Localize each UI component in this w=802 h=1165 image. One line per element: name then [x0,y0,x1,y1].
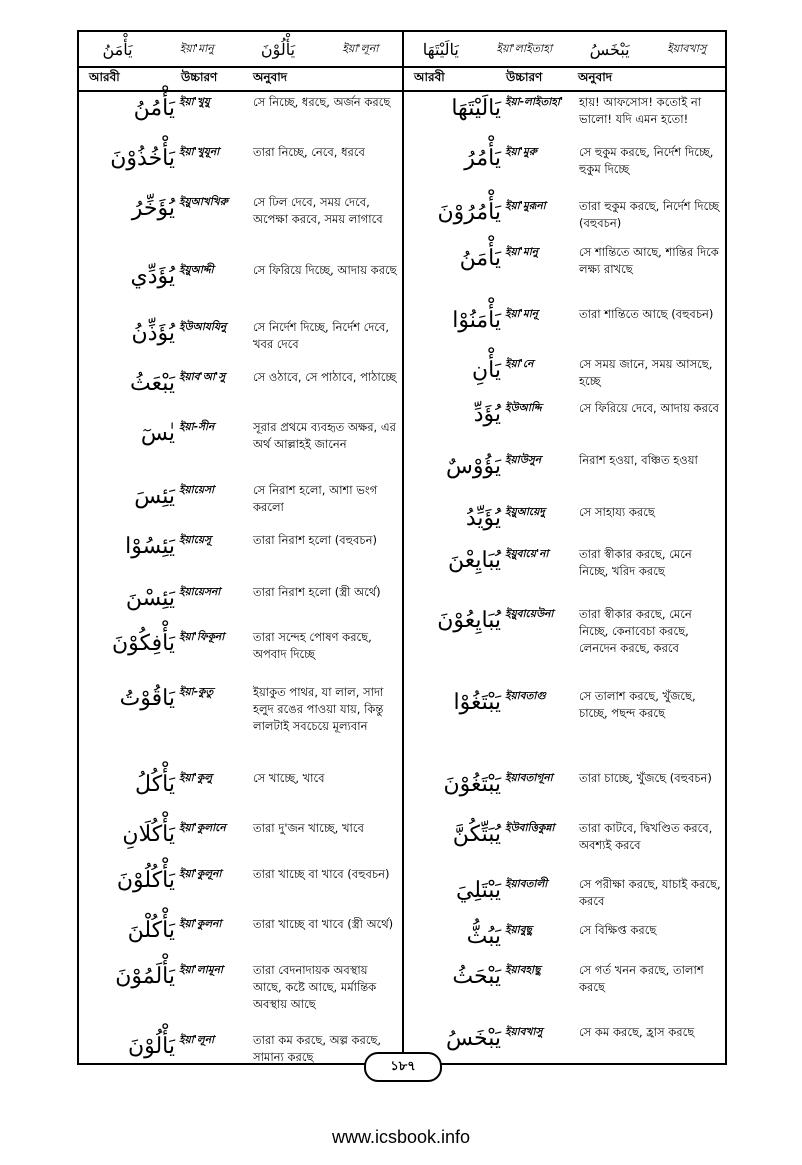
pronunciation: ইয়াবুছু [505,924,532,936]
pronunciation: ইয়া-কুতু [179,686,214,698]
meaning: তারা হুকুম করছে, নির্দেশ দিচ্ছে (বহুবচন) [579,199,720,230]
meaning: হায়! আফসোস! কতোই না ভালো! যদি এমন হতো! [579,95,702,126]
pronunciation: ইউবাত্তিকুন্না [505,822,555,834]
running-head-arabic: يَبْخَسُ [589,39,630,59]
meaning: সে পরীক্ষা করছে, যাচাই করছে, করবে [579,877,721,908]
arabic-word: يَئِسُوْا [125,534,175,559]
pronunciation: ইয়ুআদ্দী [179,264,214,276]
running-head-pron: ইয়াবখাসু [667,41,707,55]
pronunciation: ইয়াবখাসু [505,1026,543,1038]
meaning: তারা খাচ্ছে বা খাবে (বহুবচন) [253,867,390,881]
arabic-word: يَأْمَنُوْا [452,308,501,333]
pronunciation: ইয়ুআয়েদু [505,506,545,518]
running-head-left [79,32,402,66]
meaning: সে শান্তিতে আছে, শান্তির দিকে লক্ষ্য রাখছে [579,245,719,276]
arabic-word: يَأْمُنُ [133,96,175,121]
meaning: সে ফিরিয়ে দিচ্ছে, আদায় করছে [253,263,397,277]
column-divider [402,32,404,1063]
pronunciation: ইয়া'কুলনা [179,918,222,930]
meaning: তারা নিরাশ হলো (বহুবচন) [253,533,377,547]
arabic-word: يَاقُوْتُ [119,686,175,711]
pronunciation: ইয়াবতাগূনা [505,772,553,784]
meaning: নিরাশ হওয়া, বঞ্চিত হওয়া [579,453,698,467]
column-header-right [404,68,725,90]
pronunciation: ইয়াবহাছু [505,964,541,976]
pronunciation: ইয়া'মুরু [505,146,537,158]
arabic-word: يُؤَذِّنُ [131,321,175,346]
meaning: তারা সন্দেহ পোষণ করছে, অপবাদ দিচ্ছে [253,630,372,661]
page-number: ১৮৭ [364,1052,442,1082]
arabic-word: يَأْكُلْنَ [127,918,175,943]
pronunciation: ইয়ুবায়েউনা [505,608,554,620]
arabic-word: يُؤَدِّي [130,264,175,289]
arabic-word: يَؤُوْسٌ [446,454,501,479]
meaning: তারা চাচ্ছে, খুঁজছে (বহুবচন) [579,771,712,785]
pronunciation: ইয়া'লূনা [179,1034,215,1046]
pronunciation: ইয়ুবায়ে'না [505,548,549,560]
arabic-word: يَبُثُّ [466,924,501,949]
column-header-left [79,68,402,90]
pronunciation: ইয়ায়েসনা [179,586,221,598]
arabic-word: يُؤَدِّ [473,402,501,427]
meaning: সে কম করছে, হ্রাস করছে [579,1025,695,1039]
pronunciation: ইয়াবতালী [505,878,548,890]
pronunciation: ইয়া'নে [505,358,534,370]
meaning: সে বিক্ষিপ্ত করছে [579,923,657,937]
meaning: তারা স্বীকার করছে, মেনে নিচ্ছে, কেনাবেচা করছে, লেনদেন করছে, করবে [579,607,692,655]
meaning: তারা বেদনাদায়ক অবস্থায় আছে, কষ্টে আছে, মর্মান্তিক অবস্থায় আছে [253,963,377,1011]
arabic-word: يَأْمُرُ [464,146,501,171]
arabic-word: يَأْمُرُوْنَ [437,200,501,225]
pronunciation: ইউআদ্দি [505,402,542,414]
pronunciation: ইয়া'মুরূনা [505,200,546,212]
pronunciation: ইয়ায়েসা [179,484,215,496]
pronunciation: ইয়া-লাইতাহা' [505,96,564,108]
meaning: সে খাচ্ছে, খাবে [253,771,325,785]
header-arabic: আরবী [414,70,445,84]
arabic-word: يَبْتَغُوْنَ [443,772,501,797]
pronunciation: ইয়াবতাগু [505,690,546,702]
running-head-arabic: يَأْمَنُ [102,39,133,59]
header-rule [79,90,725,92]
meaning: তারা কম করছে, অল্প করছে, সামান্য করছে [253,1033,382,1064]
arabic-word: يُبَايِعْنَ [448,548,501,573]
meaning: সে নির্দেশ দিচ্ছে, নির্দেশ দেবে, খবর দেবে [253,320,390,351]
pronunciation: ইয়া'কুলানে [179,822,226,834]
arabic-word: يَأْلَمُوْنَ [115,964,175,989]
meaning: সে গর্ত খনন করছে, তালাশ করছে [579,963,704,994]
arabic-word: يَأْخُذُوْنَ [110,146,175,171]
meaning: সে ওঠাবে, সে পাঠাবে, পাঠাচ্ছে [253,370,397,384]
running-head-right [404,32,725,66]
arabic-word: يُبَايِعُوْنَ [437,608,501,633]
running-head-pron: ইয়া'লূনা [342,41,379,55]
meaning: সে ফিরিয়ে দেবে, আদায় করবে [579,401,719,415]
arabic-word: يُؤَخِّرُ [131,196,175,221]
pronunciation: ইয়ুআখখিরু [179,196,228,208]
pronunciation: ইয়া'ফিকূনা [179,631,225,643]
pronunciation: ইয়ায়েসূ [179,534,212,546]
pronunciation: ইয়া'লামূনা [179,964,223,976]
running-head-pron: ইয়া'মানু [179,41,214,55]
meaning: ইয়াকুত পাথর, যা লাল, সাদা হলুদ রঙের পাওয়া যায়, কিন্তু লালটাই সবচেয়ে মূল্যবান [253,685,384,733]
running-head-pron: ইয়া'লাইতাহা [496,41,553,55]
meaning: তারা কাটবে, দ্বিখণ্ডিত করবে, অবশ্যই করবে [579,821,713,852]
arabic-word: يَأْكُلَانِ [122,822,175,847]
pronunciation: ইয়া'কুলু [179,772,213,784]
pronunciation: ইয়া-সীন [179,421,215,433]
meaning: সে সাহায্য করছে [579,505,655,519]
meaning: সে সময় জানে, সময় আসছে, হচ্ছে [579,357,713,388]
meaning: তারা নিচ্ছে, নেবে, ধরবে [253,145,365,159]
pronunciation: ইয়া'মানূ [505,308,539,320]
dictionary-page [77,30,727,1065]
header-meaning: অনুবাদ [253,70,288,84]
pronunciation: ইউআযযিনু [179,321,227,333]
meaning: তারা খাচ্ছে বা খাবে (স্ত্রী অর্থে) [253,917,394,931]
meaning: সে নিচ্ছে, ধরছে, অর্জন করছে [253,95,391,109]
arabic-word: يَبْخَسُ [445,1026,501,1051]
meaning: সূরার প্রথমে ব্যবহৃত অক্ষর, এর অর্থ আল্লাহই জানেন [253,420,396,451]
website-footer: www.icsbook.info [331,1127,471,1147]
arabic-word: يَأْفِكُوْنَ [111,631,175,656]
pronunciation: ইয়াব'আ'সু [179,371,226,383]
arabic-word: يٰسٓ [140,421,175,446]
arabic-word: يَأْكُلُ [135,772,175,797]
meaning: সে তালাশ করছে, খুঁজছে, চাচ্ছে, পছন্দ করছে [579,689,696,720]
arabic-word: يَأْكُلُوْنَ [116,868,175,893]
arabic-word: يَأْمَنُ [459,246,501,271]
pronunciation: ইয়া'মানু [505,246,539,258]
pronunciation: ইয়াউসুন [505,454,542,466]
arabic-word: يَبْعَثُ [130,371,175,396]
arabic-word: يَأْلُوْنَ [127,1034,175,1059]
meaning: তারা স্বীকার করছে, মেনে নিচ্ছে, খরিদ করছে [579,547,692,578]
meaning: সে নিরাশ হলো, আশা ভংগ করলো [253,483,378,514]
arabic-word: يَبْحَثُ [452,964,501,989]
meaning: সে হুকুম করছে, নির্দেশ দিচ্ছে, হুকুম দিচ্ছে [579,145,714,176]
header-pronunciation: উচ্চারণ [181,70,218,84]
arabic-word: يَبْتَغُوْا [453,690,501,715]
arabic-word: يَالَيْتَهَا [451,96,501,121]
pronunciation: ইয়া'কুলূনা [179,868,222,880]
pronunciation: ইয়া'খুযূনা [179,146,220,158]
arabic-word: يَئِسْنَ [125,586,175,611]
arabic-word: يَبْتَلِيَ [455,878,501,903]
running-head-arabic: يَالَيْتَهَا [422,39,459,59]
header-pronunciation: উচ্চারণ [506,70,543,84]
arabic-word: يَئِسَ [134,484,175,509]
arabic-word: يَأْنِ [472,358,501,383]
running-head-arabic: يَأْلُوْنَ [260,39,296,59]
header-meaning: অনুবাদ [578,70,613,84]
meaning: তারা শান্তিতে আছে (বহুবচন) [579,307,714,321]
arabic-word: يُبَتِّكُنَّ [452,822,501,847]
header-arabic: আরবী [89,70,120,84]
meaning: তারা নিরাশ হলো (স্ত্রী অর্থে) [253,585,381,599]
pronunciation: ইয়া'খুযু [179,96,210,108]
meaning: সে ঢিল দেবে, সময় দেবে, অপেক্ষা করবে, সময় লাগাবে [253,195,383,226]
arabic-word: يُؤَيِّدُ [465,506,501,531]
meaning: তারা দু'জন খাচ্ছে, খাবে [253,821,364,835]
